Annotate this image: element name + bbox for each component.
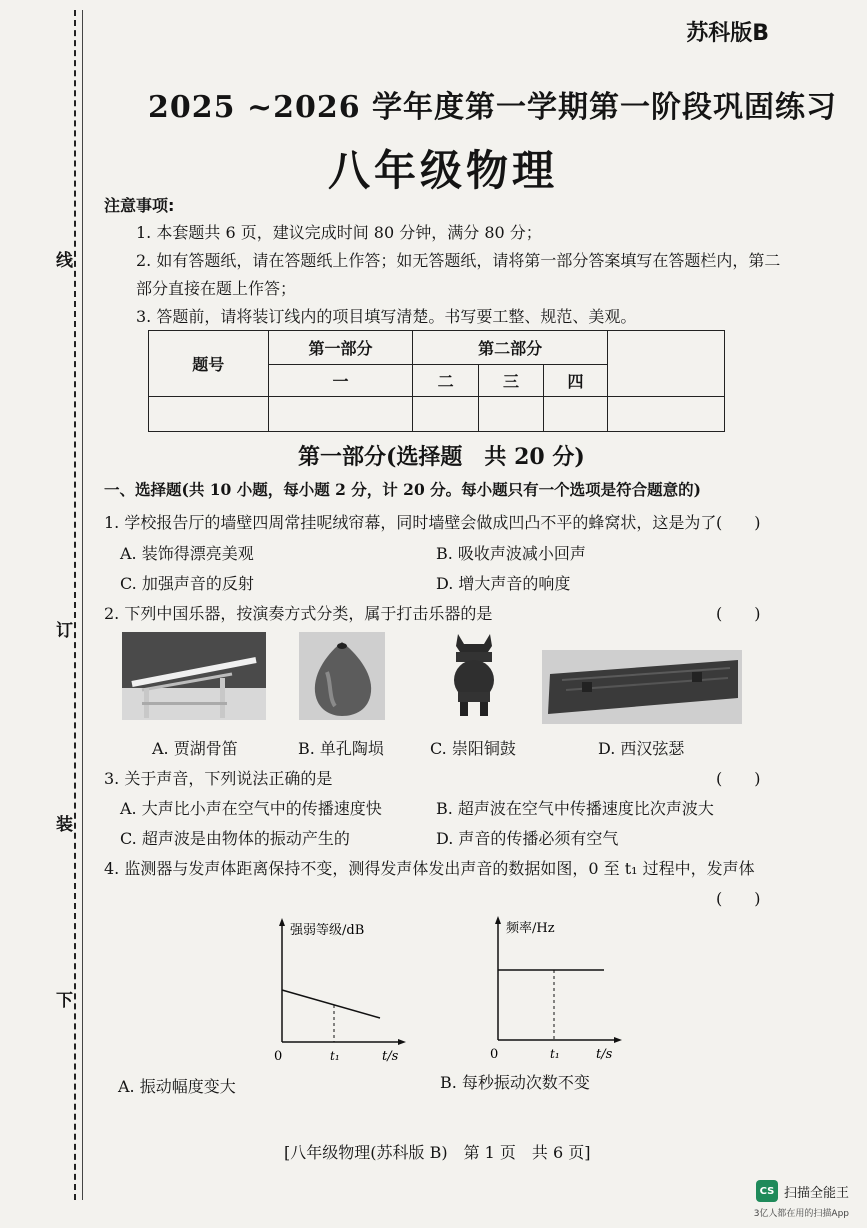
scanner-name: 扫描全能王: [783, 1185, 849, 1201]
part-heading: 一、选择题(共 10 小题，每小题 2 分，计 20 分。每小题只有一个选项是符合题意的): [104, 480, 701, 499]
score-col-2: 二: [413, 365, 478, 397]
note-item-1: 1. 本套题共 6 页，建议完成时间 80 分钟，满分 80 分；: [136, 223, 542, 242]
note-item-3: 3. 答题前，请将装订线内的项目填写清楚。书写要工整、规范、美观。: [136, 307, 637, 326]
loudness-graph: [270, 914, 420, 1064]
margin-label-xia: 下: [56, 986, 73, 1011]
q2-option-c: C. 崇阳铜鼓: [430, 739, 516, 758]
q1-option-d: D. 增大声音的响度: [436, 574, 571, 593]
score-col-3: 三: [478, 365, 543, 397]
graph2-t1-label: t₁: [550, 1047, 560, 1061]
q2-option-a: A. 贾湖骨笛: [152, 739, 238, 758]
graph1-decreasing-line: [282, 990, 380, 1018]
margin-label-zhuang: 装: [56, 810, 73, 835]
q4-option-b: B. 每秒振动次数不变: [440, 1073, 590, 1092]
graph2-x-arrow: [614, 1037, 622, 1043]
q1-option-c: C. 加强声音的反射: [120, 574, 254, 593]
score-cell[interactable]: [478, 397, 543, 432]
note-item-2-cont: 部分直接在题上作答；: [136, 279, 297, 298]
q1-option-b: B. 吸收声波减小回声: [436, 544, 586, 563]
q2-option-d: D. 西汉弦瑟: [598, 739, 685, 758]
subject-title: 八年级物理: [328, 146, 559, 195]
bone-flute-image: [122, 632, 266, 720]
q4-stem: 4. 监测器与发声体距离保持不变，测得发声体发出声音的数据如图，0 至 t₁ 过程中，发声体: [104, 859, 755, 878]
score-cell[interactable]: [607, 397, 724, 432]
q1-stem: 1. 学校报告厅的墙壁四周常挂呢绒帘幕，同时墙壁会做成凹凸不平的蜂窝状，这是为了: [104, 513, 717, 532]
q2-answer-paren[interactable]: ( ): [716, 604, 761, 623]
q1-answer-paren[interactable]: ( ): [716, 513, 761, 532]
score-cell[interactable]: [544, 397, 608, 432]
score-col-4: 四: [544, 365, 608, 397]
scanner-watermark: [756, 1180, 849, 1202]
scanner-logo-icon: CS: [756, 1180, 778, 1202]
page-footer: [八年级物理(苏科版 B) 第 1 页 共 6 页]: [284, 1143, 591, 1162]
score-col-1: 一: [268, 365, 413, 397]
graph1-y-arrow: [279, 918, 285, 926]
score-table-part1: 第一部分: [268, 331, 413, 365]
section-heading: 第一部分(选择题 共 20 分): [298, 444, 585, 470]
score-table: [148, 330, 725, 432]
bronze-drum-image: [444, 630, 504, 718]
binding-dashed-line: [74, 10, 76, 1200]
exam-title: 2025 ~2026 学年度第一学期第一阶段巩固练习: [148, 90, 838, 125]
q3-option-b: B. 超声波在空气中传播速度比次声波大: [436, 799, 714, 818]
graph2-xlabel: t/s: [596, 1047, 613, 1062]
notes-heading: 注意事项:: [104, 196, 175, 215]
q2-option-b: B. 单孔陶埙: [298, 739, 384, 758]
q3-answer-paren[interactable]: ( ): [716, 769, 761, 788]
binding-solid-line: [82, 10, 83, 1200]
frequency-graph: [486, 912, 636, 1062]
score-cell[interactable]: [413, 397, 478, 432]
graph1-ylabel: 强弱等级/dB: [290, 923, 365, 938]
zither-image: [542, 650, 742, 724]
scanner-subtitle: 3亿人都在用的扫描App: [753, 1209, 849, 1219]
q2-stem: 2. 下列中国乐器，按演奏方式分类，属于打击乐器的是: [104, 604, 493, 623]
q4-answer-paren[interactable]: ( ): [716, 889, 761, 908]
graph2-origin: 0: [490, 1047, 499, 1062]
score-table-total: [607, 331, 724, 397]
q3-option-d: D. 声音的传播必须有空气: [436, 829, 619, 848]
graph1-xlabel: t/s: [382, 1049, 399, 1064]
score-cell[interactable]: [268, 397, 413, 432]
score-table-part2: 第二部分: [413, 331, 607, 365]
graph1-t1-label: t₁: [330, 1049, 340, 1063]
q3-stem: 3. 关于声音，下列说法正确的是: [104, 769, 333, 788]
margin-label-ding: 订: [56, 616, 73, 641]
edition-label: 苏科版B: [686, 21, 769, 46]
graph1-origin: 0: [274, 1049, 283, 1064]
clay-xun-image: [299, 632, 385, 720]
graph1-x-arrow: [398, 1039, 406, 1045]
q1-option-a: A. 装饰得漂亮美观: [120, 544, 254, 563]
score-cell[interactable]: [149, 397, 269, 432]
graph2-y-arrow: [495, 916, 501, 924]
score-table-header: 题号: [149, 331, 269, 397]
q3-option-a: A. 大声比小声在空气中的传播速度快: [120, 799, 382, 818]
q4-option-a: A. 振动幅度变大: [118, 1077, 236, 1096]
note-item-2: 2. 如有答题纸，请在答题纸上作答；如无答题纸，请将第一部分答案填写在答题栏内，第二: [136, 251, 781, 270]
graph2-ylabel: 频率/Hz: [506, 921, 555, 936]
q3-option-c: C. 超声波是由物体的振动产生的: [120, 829, 350, 848]
margin-label-xian: 线: [56, 246, 73, 271]
